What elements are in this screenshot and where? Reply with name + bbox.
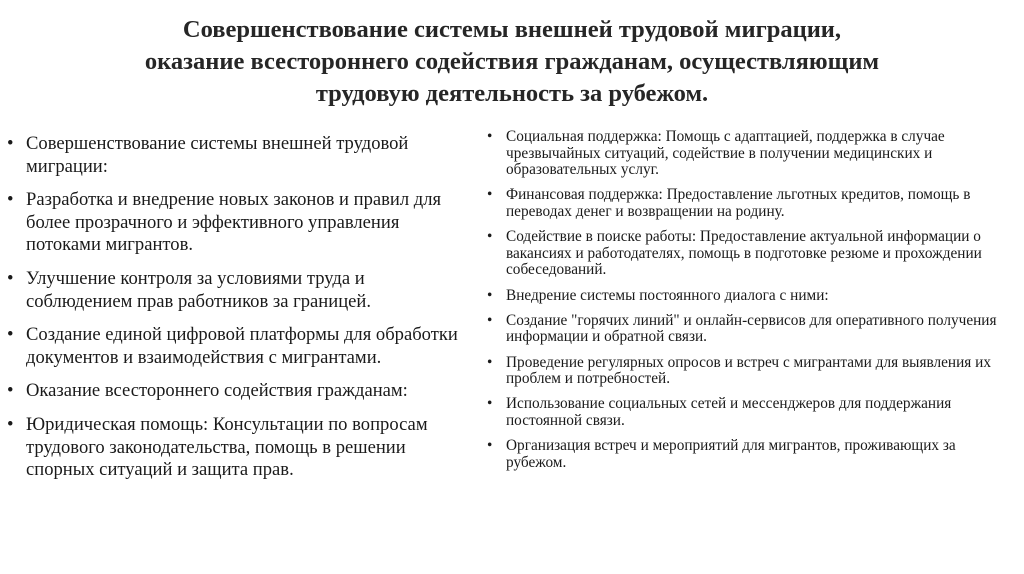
title-line-2: оказание всестороннего содействия гражданам, осуществляющим [144,48,880,75]
bullet-item: • Оказание всестороннего содействия гражданам: [6,380,472,403]
bullet-item: • Использование социальных сетей и мессенджеров для поддержания постоянной связи. [487,396,1012,429]
bullet-item: • Создание единой цифровой платформы для обработки документов и взаимодействия с мигрантами. [6,324,472,369]
slide-title [60,14,964,110]
bullet-item: • Социальная поддержка: Помощь с адаптацией, поддержка в случае чрезвычайных ситуаций, содействие в получении медицинских и образовательных услуг. [487,129,1012,179]
bullet-item: • Создание "горячих линий" и онлайн-сервисов для оперативного получения информации и обратной связи. [487,313,1012,346]
bullet-item: • Проведение регулярных опросов и встреч с мигрантами для выявления их проблем и потребностей. [487,355,1012,388]
bullet-item: • Улучшение контроля за условиями труда и соблюдением прав работников за границей. [6,268,472,313]
bullet-item: • Внедрение системы постоянного диалога с ними: [487,288,1012,305]
title-line-3: трудовую деятельность за рубежом. [315,80,709,107]
left-bullet-list [6,133,472,493]
bullet-item: • Содействие в поиске работы: Предоставление актуальной информации о вакансиях и работодателях, помощь в подготовке резюме и прохождении собеседований. [487,229,1012,279]
bullet-item: • Финансовая поддержка: Предоставление льготных кредитов, помощь в переводах денег и возвращении на родину. [487,187,1012,220]
bullet-item: • Организация встреч и мероприятий для мигрантов, проживающих за рубежом. [487,438,1012,471]
title-line-1: Совершенствование системы внешней трудовой миграции, [182,16,842,43]
right-bullet-list [487,129,1012,480]
bullet-item: • Разработка и внедрение новых законов и правил для более прозрачного и эффективного управления потоками мигрантов. [6,189,472,257]
bullet-item: • Юридическая помощь: Консультации по вопросам трудового законодательства, помощь в решении спорных ситуаций и защита прав. [6,414,472,482]
bullet-item: • Совершенствование системы внешней трудовой миграции: [6,133,472,178]
